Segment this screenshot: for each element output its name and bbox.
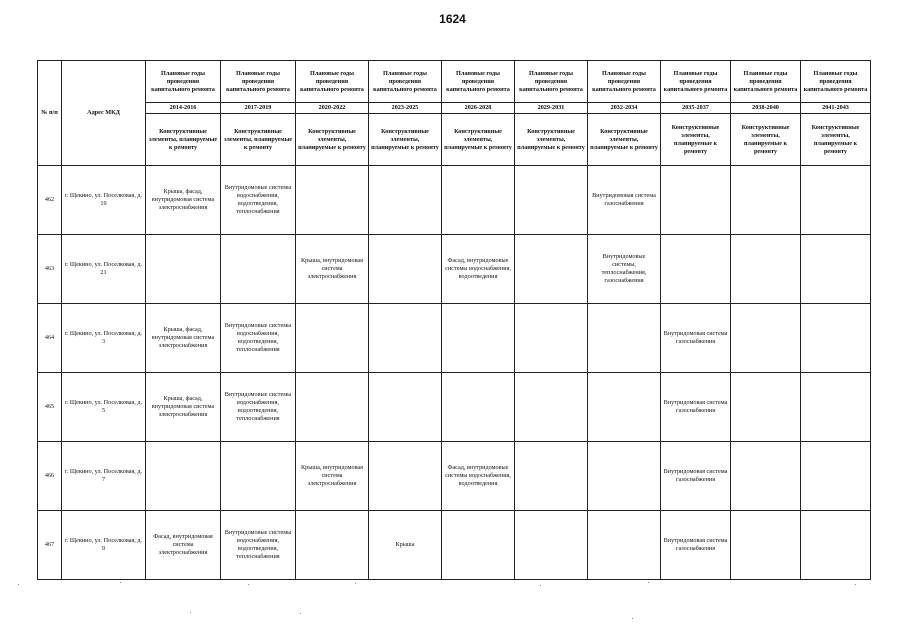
row-address: г. Щекино, ул. Поселковая, д. 21 [62, 235, 146, 304]
repair-elements-cell: Внутридомовая система газоснабжения [661, 511, 731, 580]
header-elements: Конструктивные элементы, планируемые к ремонту [442, 114, 515, 166]
header-planned-years: Плановые годы проведения капитального ремонта [221, 61, 296, 103]
header-planned-years: Плановые годы проведения капитального ремонта [588, 61, 661, 103]
header-elements: Конструктивные элементы, планируемые к ремонту [661, 114, 731, 166]
header-period: 2026-2028 [442, 103, 515, 114]
row-number: 464 [38, 304, 62, 373]
repair-elements-cell [296, 373, 369, 442]
table-body [38, 166, 871, 580]
row-address: г. Щекино, ул. Поселковая, д. 5 [62, 373, 146, 442]
table-row [38, 304, 871, 373]
repair-elements-cell [801, 166, 871, 235]
repair-elements-cell: Внутридомовые системы водоснабжения, водоотведения, теплоснабжения [221, 166, 296, 235]
repair-elements-cell [731, 442, 801, 511]
row-address: г. Щекино, ул. Поселковая, д. 19 [62, 166, 146, 235]
header-period: 2020-2022 [296, 103, 369, 114]
repair-elements-cell: Внутридомовые системы водоснабжения, водоотведения, теплоснабжения [221, 511, 296, 580]
repair-elements-cell [588, 442, 661, 511]
header-planned-years: Плановые годы проведения капитального ремонта [146, 61, 221, 103]
page-number: 1624 [439, 12, 466, 26]
row-number: 465 [38, 373, 62, 442]
repair-elements-cell [296, 304, 369, 373]
repair-elements-cell [369, 442, 442, 511]
table-row [38, 511, 871, 580]
header-planned-years: Плановые годы проведения капитального ремонта [369, 61, 442, 103]
repair-elements-cell [731, 373, 801, 442]
repair-elements-cell: Внутридомовые системы водоснабжения, водоотведения, теплоснабжения [221, 304, 296, 373]
repair-elements-cell [296, 166, 369, 235]
header-planned-years: Плановые годы проведения капитального ремонта [296, 61, 369, 103]
header-period: 2029-2031 [515, 103, 588, 114]
repair-elements-cell [588, 304, 661, 373]
header-period: 2014-2016 [146, 103, 221, 114]
header-elements: Конструктивные элементы, планируемые к ремонту [515, 114, 588, 166]
row-address: г. Щекино, ул. Поселковая, д. 9 [62, 511, 146, 580]
repair-elements-cell [221, 442, 296, 511]
repair-elements-cell [221, 235, 296, 304]
header-planned-years: Плановые годы проведения капитального ремонта [661, 61, 731, 103]
repair-elements-cell [731, 304, 801, 373]
repair-elements-cell [588, 373, 661, 442]
repair-elements-cell [515, 442, 588, 511]
header-planned-years: Плановые годы проведения капитального ремонта [442, 61, 515, 103]
repair-elements-cell: Внутридомовые системы водоснабжения, водоотведения, теплоснабжения [221, 373, 296, 442]
repair-elements-cell: Фасад, внутридомовые системы водоснабжения, водоотведения [442, 235, 515, 304]
repair-elements-cell [515, 304, 588, 373]
repair-elements-cell [146, 235, 221, 304]
repair-elements-cell [661, 235, 731, 304]
table-row [38, 442, 871, 511]
header-period: 2038-2040 [731, 103, 801, 114]
header-number: № п/п [38, 61, 62, 166]
repair-elements-cell [146, 442, 221, 511]
header-planned-years: Плановые годы проведения капитального ремонта [801, 61, 871, 103]
repair-elements-cell: Внутридомовая система газоснабжения [661, 442, 731, 511]
repair-elements-cell [369, 373, 442, 442]
repair-elements-cell [731, 235, 801, 304]
repair-elements-cell [588, 511, 661, 580]
repair-elements-cell: Фасад, внутридомовые системы водоснабжения, водоотведения [442, 442, 515, 511]
repair-elements-cell [515, 235, 588, 304]
row-number: 466 [38, 442, 62, 511]
table-row [38, 166, 871, 235]
header-elements: Конструктивные элементы, планируемые к ремонту [221, 114, 296, 166]
header-address: Адрес МКД [62, 61, 146, 166]
repair-elements-cell [369, 304, 442, 373]
header-period: 2023-2025 [369, 103, 442, 114]
header-elements: Конструктивные элементы, планируемые к ремонту [296, 114, 369, 166]
repair-elements-cell [515, 373, 588, 442]
repair-elements-cell [369, 166, 442, 235]
row-address: г. Щекино, ул. Поселковая, д. 3 [62, 304, 146, 373]
repair-elements-cell: Внутридомовая система газоснабжения [661, 304, 731, 373]
header-period: 2017-2019 [221, 103, 296, 114]
repair-elements-cell [442, 373, 515, 442]
repair-elements-cell [515, 166, 588, 235]
row-number: 462 [38, 166, 62, 235]
row-number: 463 [38, 235, 62, 304]
header-elements: Конструктивные элементы, планируемые к ремонту [588, 114, 661, 166]
repair-elements-cell [661, 166, 731, 235]
repair-elements-cell [801, 235, 871, 304]
header-elements: Конструктивные элементы, планируемые к ремонту [801, 114, 871, 166]
row-number: 467 [38, 511, 62, 580]
repair-elements-cell: Внутридомовая система газоснабжения [588, 166, 661, 235]
table-row [38, 373, 871, 442]
repair-schedule-table [37, 60, 871, 580]
repair-elements-cell [731, 511, 801, 580]
scan-artifacts [0, 582, 905, 622]
repair-elements-cell [442, 511, 515, 580]
repair-elements-cell: Внутридомовая система газоснабжения [661, 373, 731, 442]
header-elements: Конструктивные элементы, планируемые к ремонту [731, 114, 801, 166]
repair-elements-cell: Крыша, внутридомовая система электроснабжения [296, 235, 369, 304]
header-elements: Конструктивные элементы, планируемые к ремонту [146, 114, 221, 166]
repair-elements-cell [369, 235, 442, 304]
repair-elements-cell [296, 511, 369, 580]
repair-elements-cell [515, 511, 588, 580]
repair-elements-cell [442, 304, 515, 373]
repair-elements-cell [801, 442, 871, 511]
repair-elements-cell: Фасад, внутридомовая система электроснабжения [146, 511, 221, 580]
repair-elements-cell [801, 304, 871, 373]
repair-elements-cell [731, 166, 801, 235]
header-elements: Конструктивные элементы, планируемые к ремонту [369, 114, 442, 166]
header-period: 2035-2037 [661, 103, 731, 114]
repair-elements-cell: Крыша, фасад, внутридомовая система электроснабжения [146, 166, 221, 235]
header-period: 2041-2043 [801, 103, 871, 114]
repair-elements-cell [442, 166, 515, 235]
repair-elements-cell [801, 373, 871, 442]
repair-elements-cell: Внутридомовые системы, теплоснабжения, газоснабжения [588, 235, 661, 304]
repair-elements-cell: Крыша, фасад, внутридомовая система электроснабжения [146, 373, 221, 442]
table-row [38, 235, 871, 304]
repair-elements-cell [801, 511, 871, 580]
header-period: 2032-2034 [588, 103, 661, 114]
repair-elements-cell: Крыша [369, 511, 442, 580]
row-address: г. Щекино, ул. Поселковая, д. 7 [62, 442, 146, 511]
table-header [38, 61, 871, 166]
repair-elements-cell: Крыша, фасад, внутридомовая система электроснабжения [146, 304, 221, 373]
header-planned-years: Плановые годы проведения капитального ремонта [731, 61, 801, 103]
repair-elements-cell: Крыша, внутридомовая система электроснабжения [296, 442, 369, 511]
header-planned-years: Плановые годы проведения капитального ремонта [515, 61, 588, 103]
